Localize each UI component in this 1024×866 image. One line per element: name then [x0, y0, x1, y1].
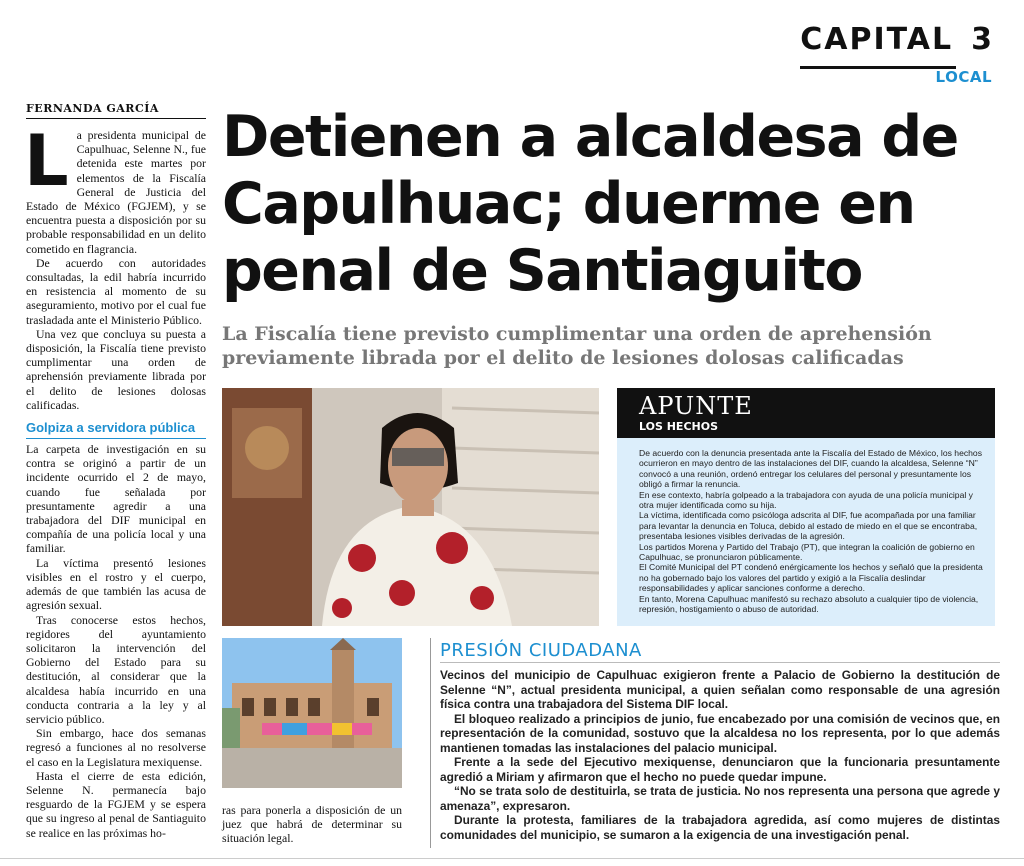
presion-paragraph: “No se trata solo de destituirla, se trata de justicia. No nos representa una persona que agrede y amenaza”, expresaron. [440, 784, 1000, 813]
bottom-rule [0, 858, 1024, 859]
apunte-paragraph: En ese contexto, habría golpeado a la trabajadora con ayuda de una policía municipal y otra mujer identificada como su hija. [639, 489, 973, 511]
apunte-paragraph: La víctima, identificada como psicóloga adscrita al DIF, fue acompañada por una familiar para levantar la denuncia en Toluca, debido al estado de miedo en el que se encontraba, presentaba lesiones visibles derivadas de la agresión. [639, 510, 978, 542]
paragraph-7: Sin embargo, hace dos semanas regresó a funciones al no resolverse el caso en la Legislatura mexiquense. [26, 726, 206, 769]
apunte-paragraph: Los partidos Morena y Partido del Trabajo (PT), que integran la coalición de gobierno en Capulhuac, se pronunciaron públicamente. [639, 541, 975, 563]
apunte-paragraph: El Comité Municipal del PT condenó enérgicamente los hechos y señaló que la presidenta no ha gobernado bajo los valores del partido y exigió a la Fiscalía deslindar responsabilidades y aplicar sanciones conforme a derecho. [639, 562, 983, 594]
headline: Detienen a alcaldesa de Capulhuac; duerme en penal de Santiaguito [222, 104, 958, 304]
subhead: Golpiza a servidora pública [26, 420, 196, 436]
paragraph-5: La víctima presentó lesiones visibles en el rostro y el cuerpo, además de que también las acusa de agresión sexual. [26, 555, 206, 613]
apunte-title: APUNTE [639, 392, 753, 420]
palace-photo-illustration [222, 638, 402, 788]
section-rule [800, 66, 956, 69]
apunte-box [617, 388, 995, 626]
presion-paragraph: Vecinos del municipio de Capulhuac exigieron frente a Palacio de Gobierno la destitución de Selenne “N”, actual presidenta municipal, a quien señalan como responsable de una agresión física contra una trabajadora del Sistema DIF local. [440, 668, 1000, 711]
palace-photo [222, 638, 402, 788]
subsection-label: LOCAL [935, 68, 992, 86]
presion-paragraph: Durante la protesta, familiares de la trabajadora agredida, así como mujeres de distintas comunidades del municipio, se sumaron a la exigencia de una investigación penal. [440, 813, 1000, 842]
paragraph-1: La presidenta municipal de Capulhuac, Selenne N., fue detenida este martes por elementos de la Fiscalía General de Justicia del Estado de México (FGJEM), y se encuentra puesta a disposición por su probable responsabilidad en un delito cometido en flagrancia. [24, 120, 206, 256]
paragraph-4: La carpeta de investigación en su contra se originó a partir de un incidente ocurrido el 2 de mayo, cuando fue señalada por presuntamente agredir a una trabajadora del DIF municipal en compañía de una policía local y una familiar. [26, 442, 206, 556]
paragraph-2: De acuerdo con autoridades consultadas, la edil habría incurrido en resistencia al momento de su aseguramiento, motivo por el cual fue trasladada ante el Ministerio Público. [26, 255, 206, 327]
presion-title: PRESIÓN CIUDADANA [440, 640, 642, 661]
column-divider [430, 638, 431, 848]
deck: La Fiscalía tiene previsto cumplimentar una orden de aprehensión previamente librada por el delito de lesiones dolosas calificadas [222, 323, 932, 369]
subhead-rule [26, 438, 206, 439]
apunte-paragraph: En tanto, Morena Capulhuac manifestó su rechazo absoluto a cualquier tipo de violencia, represión, hostigamiento o abuso de autoridad. [639, 593, 979, 615]
presion-text [440, 668, 1000, 842]
section-header [800, 22, 992, 57]
presion-paragraph: Frente a la sede del Ejecutivo mexiquense, denunciaron que la funcionaria presuntamente agredió a Miriam y afirmaron que el hecho no puede quedar impune. [440, 755, 1000, 784]
paragraph-3: Una vez que concluya su puesta a disposición, la Fiscalía tiene previsto cumplimentar una orden de aprehensión previamente librada por el delito de lesiones dolosas calificadas. [26, 326, 206, 412]
dropcap: L [24, 120, 69, 202]
byline: FERNANDA GARCÍA [26, 102, 159, 115]
mayor-photo-illustration [222, 388, 599, 626]
byline-rule [26, 118, 206, 119]
mayor-photo [222, 388, 599, 626]
presion-paragraph: El bloqueo realizado a principios de junio, fue encabezado por una comisión de vecinos que, en representación de la comunidad, sostuvo que la alcaldesa no los representa, por lo que además mantienen tomadas las instalaciones del palacio municipal. [440, 711, 1000, 755]
left-column [24, 120, 206, 840]
presion-rule [440, 662, 1000, 663]
apunte-paragraph: De acuerdo con la denuncia presentada ante la Fiscalía del Estado de México, los hechos ocurrieron en mayo dentro de las instalaciones del DIF, cuando la alcaldesa, Selenne “N” convocó a una reunión, ordenó entregar los celulares del personal y presuntamente los obligó a firmar la renuncia. [639, 448, 983, 490]
page-number: 3 [971, 22, 992, 57]
section-name: CAPITAL [800, 22, 954, 57]
continuation-text: ras para ponerla a disposición de un juez que habrá de determinar su situación legal. [222, 803, 402, 846]
paragraph-8: Hasta el cierre de esta edición, Selenne N. permanecía bajo resguardo de la FGJEM y se espera que su ingreso al penal de Santiaguito se realice en las próximas ho- [26, 768, 206, 840]
apunte-text [639, 448, 984, 615]
apunte-subtitle: LOS HECHOS [639, 420, 718, 433]
paragraph-6: Tras conocerse estos hechos, regidores del ayuntamiento solicitaron la intervención del Gobierno del Estado para su destitución, al considerar que la alcaldesa había incurrido en una conducta contraria a la ley y al servicio público. [26, 612, 206, 726]
